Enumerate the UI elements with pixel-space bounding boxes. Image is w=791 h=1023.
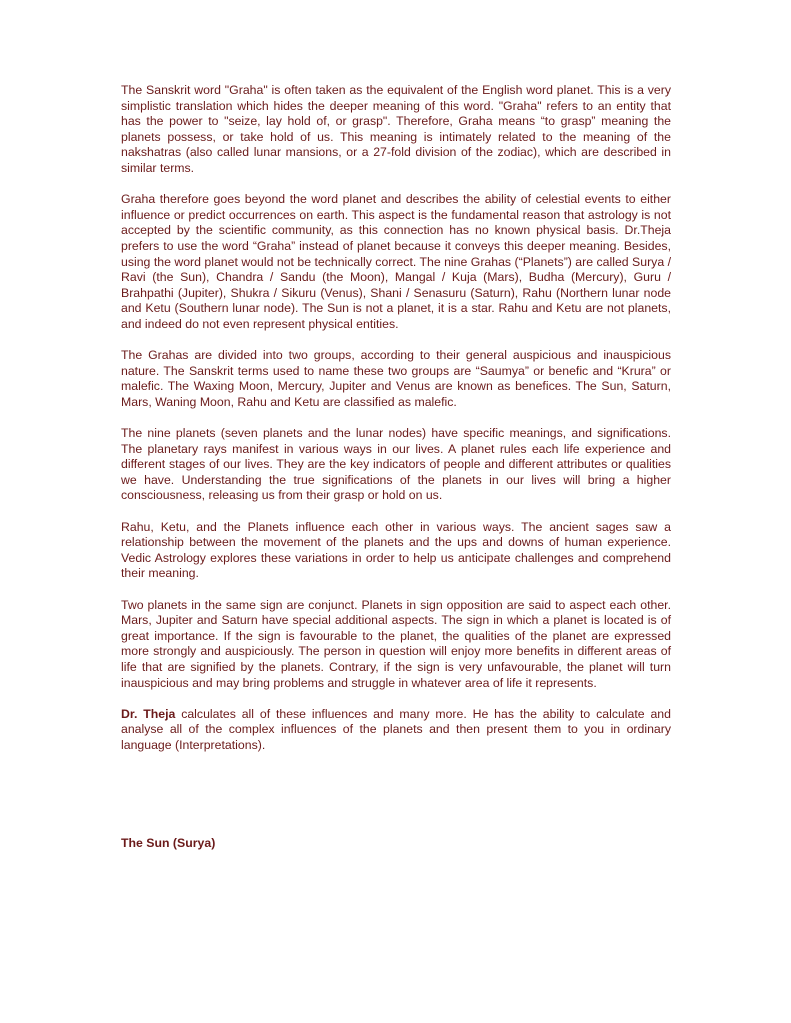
- dr-theja-name: Dr. Theja: [121, 706, 176, 721]
- paragraph-influences: Rahu, Ketu, and the Planets influence each other in various ways. The ancient sages saw a relationship between the movement of the planets and the ups and downs of human experience. Vedic Astrology explores these variations in order to help us anticipate challenges and comprehend their meaning.: [121, 519, 671, 581]
- dr-theja-text: calculates all of these influences and many more. He has the ability to calculate and analyse all of the complex influences of the planets and then present them to you in ordinary language (Interpretations).: [121, 706, 671, 752]
- paragraph-graha-celestial: Graha therefore goes beyond the word planet and describes the ability of celestial events to either influence or predict occurrences on earth. This aspect is the fundamental reason that astrology is not accepted by the scientific community, as this connection has no known physical basis. Dr.Theja prefers to use the word “Graha” instead of planet because it conveys this deeper meaning. Besides, using the word planet would not be technically correct. The nine Grahas (“Planets”) are called Surya / Ravi (the Sun), Chandra / Sandu (the Moon), Mangal / Kuja (Mars), Budha (Mercury), Guru / Brahpathi (Jupiter), Shukra / Sikuru (Venus), Shani / Senasuru (Saturn), Rahu (Northern lunar node and Ketu (Southern lunar node). The Sun is not a planet, it is a star. Rahu and Ketu are not planets, and indeed do not even represent physical entities.: [121, 192, 672, 331]
- paragraph-nine-planets: The nine planets (seven planets and the lunar nodes) have specific meanings, and significations. The planetary rays manifest in various ways in our lives. A planet rules each life experience and different stages of our lives. They are the key indicators of people and different attributes or qualities we have. Understanding the true significations of the planets in our lives will bring a higher consciousness, releasing us from their grasp or hold on us.: [121, 426, 671, 503]
- paragraph-dr-theja: [121, 707, 671, 754]
- paragraph-graha-meaning: The Sanskrit word "Graha" is often taken as the equivalent of the English word planet. This is a very simplistic translation which hides the deeper meaning of this word. "Graha" refers to an entity that has the power to "seize, lay hold of, or grasp". Therefore, Graha means “to grasp” meaning the planets possess, or take hold of us. This meaning is intimately related to the meaning of the nakshatras (also called lunar mansions, or a 27-fold division of the zodiac), which are described in similar terms.: [121, 83, 671, 175]
- paragraph-graha-groups: The Grahas are divided into two groups, according to their general auspicious and inauspicious nature. The Sanskrit terms used to name these two groups are “Saumya” or benefic and “Krura” or malefic. The Waxing Moon, Mercury, Jupiter and Venus are known as benefices. The Sun, Saturn, Mars, Waning Moon, Rahu and Ketu are classified as malefic.: [121, 348, 671, 409]
- section-heading-sun: The Sun (Surya): [121, 836, 216, 850]
- document-body: [121, 83, 671, 769]
- paragraph-conjunction: Two planets in the same sign are conjunct. Planets in sign opposition are said to aspect each other. Mars, Jupiter and Saturn have special additional aspects. The sign in which a planet is located is of great importance. If the sign is favourable to the planet, the qualities of the planet are expressed more strongly and auspiciously. The person in question will enjoy more benefits in different areas of life that are signified by the planets. Contrary, if the sign is very unfavourable, the planet will turn inauspicious and may bring problems and struggle in whatever area of life it represents.: [121, 597, 671, 690]
